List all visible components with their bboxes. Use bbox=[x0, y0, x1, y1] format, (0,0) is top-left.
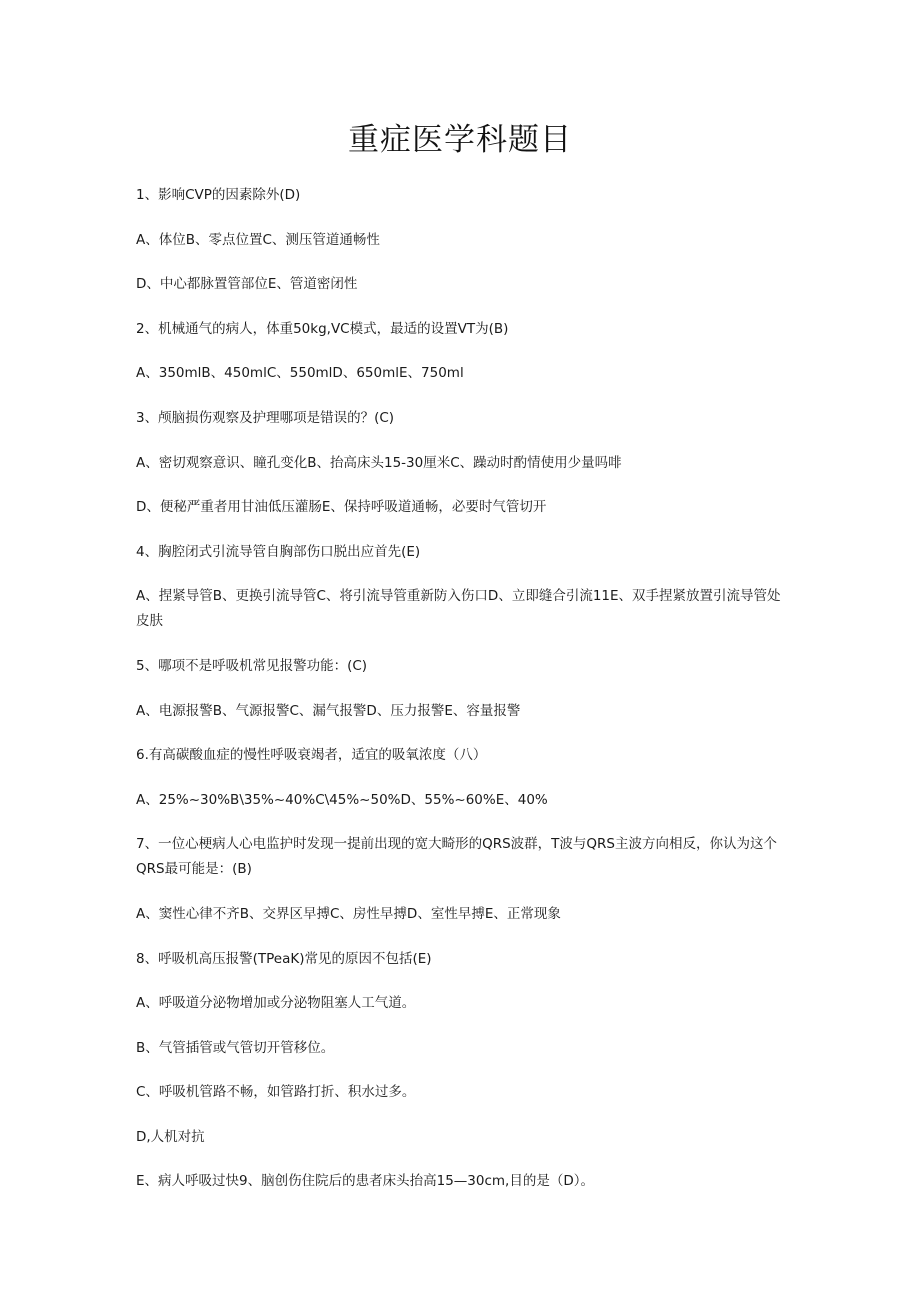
question-list bbox=[136, 183, 786, 1194]
option-text: B、气管插管或气管切开管移位。 bbox=[136, 1039, 335, 1056]
option-text: A、呼吸道分泌物增加或分泌物阻塞人工气道。 bbox=[136, 995, 416, 1012]
page-title: 重症医学科题目 bbox=[348, 122, 572, 158]
option-text: A、350mlB、450mlC、550mlD、650mlE、750ml bbox=[136, 365, 464, 382]
option-text: D,人机对抗 bbox=[136, 1128, 205, 1145]
question-text: 5、哪项不是呼吸机常见报警功能：(C) bbox=[136, 657, 368, 674]
option-text: D、中心都脉置管部位E、管道密闭性 bbox=[136, 276, 358, 293]
question-text: 7、一位心梗病人心电监护时发现一提前出现的宽大畸形的QRS波群，T波与QRS主波方向相反，你认为这个QRS最可能是：(B) bbox=[136, 836, 777, 878]
option-text: A、窦性心律不齐B、交界区早搏C、房性早搏D、室性早搏E、正常现象 bbox=[136, 905, 561, 922]
option-text: A、密切观察意识、瞳孔变化B、抬高床头15-30厘米C、躁动时酌情使用少量吗啡 bbox=[136, 454, 622, 471]
question-text: 2、机械通气的病人，体重50kg,VC模式，最适的设置VT为(B) bbox=[136, 320, 509, 337]
option-text: A、捏紧导管B、更换引流导管C、将引流导管重新防入伤口D、立即缝合引流11E、双手捏紧放置引流导管处皮肤 bbox=[136, 588, 781, 630]
question-text: 8、呼吸机高压报警(TPeaK)常见的原因不包括(E) bbox=[136, 950, 432, 967]
option-text: A、25%~30%B\35%~40%C\45%~50%D、55%~60%E、40% bbox=[136, 791, 548, 808]
question-text: 3、颅脑损伤观察及护理哪项是错误的？(C) bbox=[136, 409, 395, 426]
option-text: A、电源报警B、气源报警C、漏气报警D、压力报警E、容量报警 bbox=[136, 702, 521, 719]
option-text: E、病人呼吸过快9、脑创伤住院后的患者床头抬高15—30cm,目的是（D）。 bbox=[136, 1173, 594, 1190]
option-text: A、体位B、零点位置C、测压管道通畅性 bbox=[136, 231, 380, 248]
question-text: 4、胸腔闭式引流导管自胸部伤口脱出应首先(E) bbox=[136, 543, 421, 560]
option-text: D、便秘严重者用甘油低压灌肠E、保持呼吸道通畅，必要时气管切开 bbox=[136, 499, 547, 516]
option-text: C、呼吸机管路不畅，如管路打折、积水过多。 bbox=[136, 1084, 416, 1101]
question-text: 6.有高碳酸血症的慢性呼吸衰竭者，适宜的吸氧浓度（八） bbox=[136, 747, 487, 764]
question-text: 1、影响CVP的因素除外(D) bbox=[136, 187, 301, 203]
